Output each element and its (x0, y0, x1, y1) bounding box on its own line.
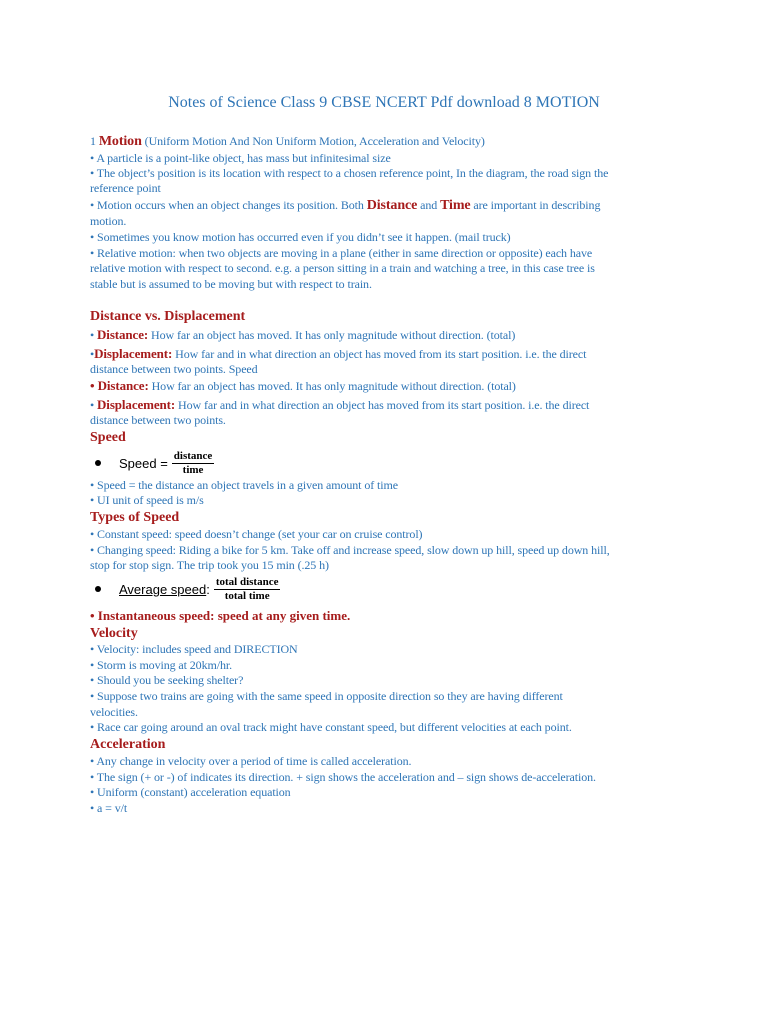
distance-def-2: How far an object has moved. It has only magnitude without direction. (total) (148, 379, 516, 393)
motion-line-8: relative motion with respect to second. e.g. a person sitting in a train and watching a tree, in this case tree is (90, 261, 595, 275)
speed-fraction (172, 450, 215, 477)
displacement-line-1 (90, 346, 680, 362)
speed-formula-label: Speed = (119, 455, 168, 471)
motion-line-7: • Relative motion: when two objects are moving in a plane (either in same direction or opposite) each have (90, 246, 593, 260)
types-line-3: stop for stop sign. The trip took you 15 min (.25 h) (90, 558, 329, 572)
average-speed-colon: : (206, 581, 210, 597)
types-line-1: • Constant speed: speed doesn’t change (set your car on cruise control) (90, 527, 423, 541)
bullet-dot-icon (95, 460, 101, 466)
motion-line-5: motion. (90, 214, 127, 228)
speed-line-1: • Speed = the distance an object travels in a given amount of time (90, 478, 398, 492)
types-line-2: • Changing speed: Riding a bike for 5 km. Take off and increase speed, slow down up hill, speed up down hill, (90, 543, 610, 557)
keyword-distance: Distance (366, 198, 418, 213)
motion-line-2: • The object’s position is its location with respect to a chosen reference point, In the diagram, the road sign the (90, 166, 609, 180)
motion-line-4-and: and (417, 198, 441, 212)
acceleration-line-3: • Uniform (constant) acceleration equation (90, 785, 291, 799)
average-speed-fraction (214, 576, 281, 603)
average-speed-denominator: total time (224, 589, 270, 602)
distance-heading: Distance vs. Displacement (90, 309, 246, 324)
distance-def-1: How far an object has moved. It has only magnitude without direction. (total) (148, 328, 516, 342)
keyword-time: Time (440, 198, 471, 213)
types-heading: Types of Speed (90, 510, 180, 525)
motion-number: 1 (90, 134, 96, 148)
speed-heading: Speed (90, 430, 126, 445)
displacement-line-2-cont: distance between two points. (90, 413, 226, 427)
distance-line-2 (90, 378, 680, 394)
acceleration-line-1: • Any change in velocity over a period of time is called acceleration. (90, 754, 412, 768)
bullet: • (90, 347, 95, 361)
motion-subtitle: (Uniform Motion And Non Uniform Motion, Acceleration and Velocity) (144, 134, 485, 148)
speed-formula (95, 447, 214, 479)
velocity-line-1: • Velocity: includes speed and DIRECTION (90, 642, 298, 656)
distance-line-1 (90, 327, 680, 343)
motion-heading-line (90, 134, 680, 149)
speed-numerator: distance (173, 449, 213, 462)
average-speed-formula (95, 573, 280, 605)
bullet: • (90, 398, 98, 412)
speed-line-2: • UI unit of speed is m/s (90, 493, 204, 507)
motion-line-6: • Sometimes you know motion has occurred even if you didn’t see it happen. (mail truck) (90, 230, 511, 244)
acceleration-heading: Acceleration (90, 737, 166, 752)
velocity-line-3: • Should you be seeking shelter? (90, 673, 244, 687)
instantaneous-speed: • Instantaneous speed: speed at any given time. (90, 608, 351, 623)
velocity-line-5: velocities. (90, 705, 138, 719)
average-speed-label: Average speed (119, 581, 207, 597)
bullet-dot-icon (95, 586, 101, 592)
displacement-def-1: How far and in what direction an object has moved from its start position. i.e. the direct (172, 347, 587, 361)
keyword-displacement-1: Displacement: (94, 346, 173, 361)
motion-line-4-text: • Motion occurs when an object changes its position. Both (90, 198, 367, 212)
page-title: Notes of Science Class 9 CBSE NCERT Pdf download 8 MOTION (168, 94, 600, 111)
motion-line-4 (90, 198, 680, 213)
displacement-line-2 (90, 397, 680, 413)
motion-line-3: reference point (90, 181, 161, 195)
motion-keyword: Motion (98, 134, 142, 149)
keyword-distance-1: Distance: (97, 327, 149, 342)
keyword-distance-2: • Distance: (90, 378, 149, 393)
motion-line-1: • A particle is a point-like object, has mass but infinitesimal size (90, 151, 391, 165)
speed-denominator: time (182, 463, 204, 476)
velocity-heading: Velocity (90, 626, 138, 641)
motion-line-4-end: are important in describing (470, 198, 601, 212)
velocity-line-6: • Race car going around an oval track might have constant speed, but different velocities at each point. (90, 720, 572, 734)
displacement-line-1-cont: distance between two points. Speed (90, 362, 258, 376)
displacement-def-2: How far and in what direction an object has moved from its start position. i.e. the direct (175, 398, 590, 412)
acceleration-line-4: • a = v/t (90, 801, 128, 815)
bullet: • (90, 328, 98, 342)
velocity-line-2: • Storm is moving at 20km/hr. (90, 658, 232, 672)
velocity-line-4: • Suppose two trains are going with the same speed in opposite direction so they are having different (90, 689, 563, 703)
keyword-displacement-2: Displacement: (97, 397, 176, 412)
motion-line-9: stable but is assumed to be moving but with respect to train. (90, 277, 372, 291)
acceleration-line-2: • The sign (+ or -) of indicates its direction. + sign shows the acceleration and – sign shows de-acceleration. (90, 770, 596, 784)
average-speed-numerator: total distance (215, 575, 279, 588)
